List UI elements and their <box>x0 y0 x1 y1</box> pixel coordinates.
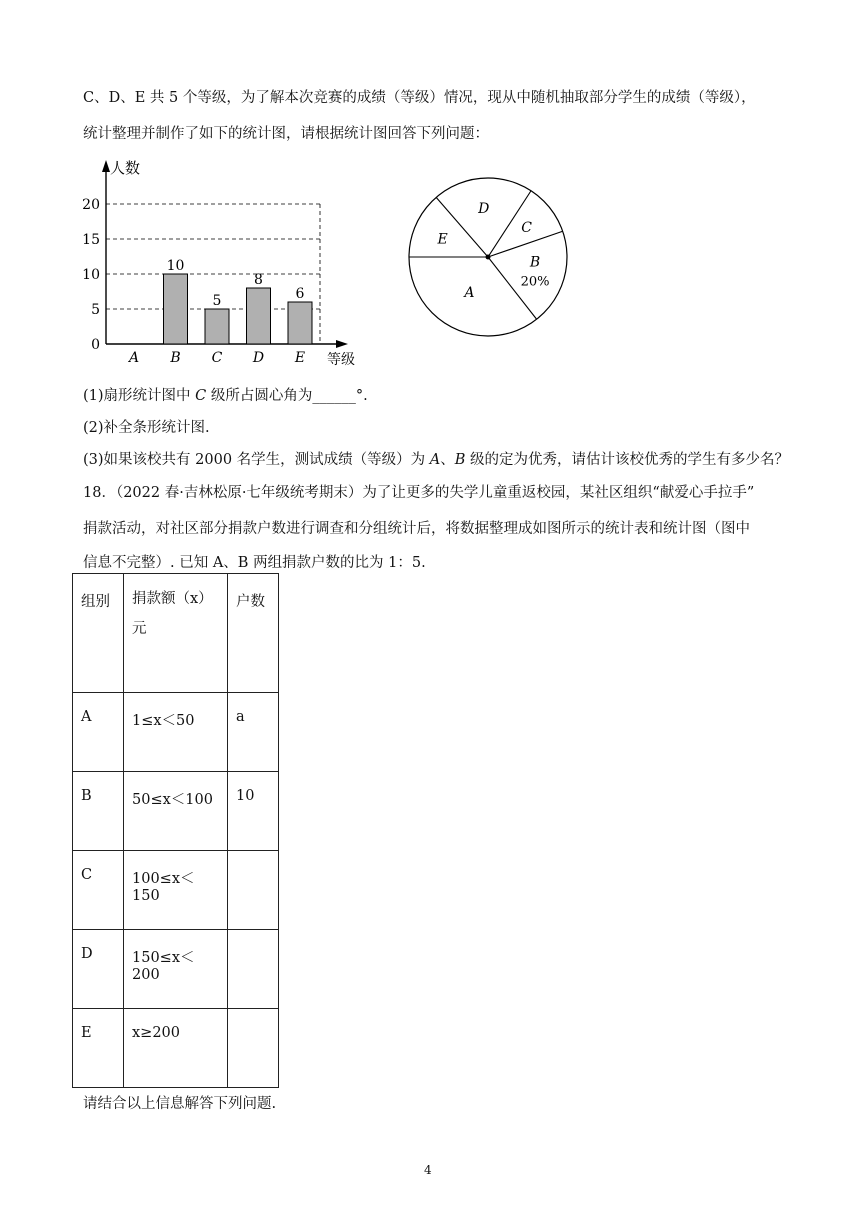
x-axis-arrow <box>336 340 348 348</box>
problem-18-line-1 <box>83 483 754 503</box>
intro-text-2: 统计整理并制作了如下的统计图，请根据统计图回答下列问题： <box>83 126 489 142</box>
x-tick-label: A <box>128 350 140 366</box>
bar <box>247 288 271 344</box>
table-header-row <box>73 574 279 693</box>
intro-text-1: C、D、E 共 5 个等级，为了解本次竞赛的成绩（等级）情况，现从中随机抽取部分学生的成绩（等级）， <box>83 90 756 106</box>
q1-grade: C <box>195 388 207 404</box>
y-tick-label: 20 <box>82 197 100 213</box>
bar <box>205 309 229 344</box>
problem-18-line-2 <box>83 519 750 539</box>
bar-chart-bars <box>164 258 313 344</box>
header-amount-text: 捐款额（x）元 <box>132 591 213 637</box>
bar-chart-ylabel: 人数 <box>110 159 141 177</box>
intro-line-1 <box>83 88 756 108</box>
p18-text-1: 18．（2022 春·吉林松原·七年级统考期末）为了让更多的失学儿童重返校园，某社区组织“献爱心手拉手” <box>83 485 755 501</box>
pie-slice-percent: 20% <box>520 274 550 290</box>
donation-table <box>72 573 279 1088</box>
cell-amount: 1≤x＜50 <box>124 693 228 772</box>
y-tick-label: 15 <box>82 232 100 248</box>
cell-group: C <box>73 851 124 930</box>
y-axis-arrow <box>102 160 110 172</box>
cell-amount: 50≤x＜100 <box>124 772 228 851</box>
cell-group: B <box>73 772 124 851</box>
x-tick-label: B <box>170 350 181 366</box>
header-amount <box>124 574 228 693</box>
table-row <box>73 851 279 930</box>
header-households: 户数 <box>228 574 279 693</box>
cell-households <box>228 851 279 930</box>
header-group: 组别 <box>73 574 124 693</box>
pie-slice-label: B <box>529 254 541 271</box>
bar-value-label: 5 <box>212 293 222 309</box>
q2-text: (2)补全条形统计图. <box>83 420 210 436</box>
cell-amount: 150≤x＜200 <box>124 930 228 1009</box>
intro-line-2 <box>83 124 489 144</box>
bar-value-label: 10 <box>166 258 185 274</box>
problem-18-line-3 <box>83 553 426 573</box>
pie-chart <box>398 166 588 351</box>
q3-sep: 、 <box>440 452 455 468</box>
bar-value-label: 6 <box>295 286 305 302</box>
pie-slice-label: D <box>478 201 490 218</box>
y-tick-label: 5 <box>91 302 100 318</box>
question-2 <box>83 418 210 438</box>
cell-households: a <box>228 693 279 772</box>
pie-slice-label: A <box>464 284 475 301</box>
y-tick-label: 10 <box>82 267 100 283</box>
bar-value-label: 8 <box>254 272 263 288</box>
table-row <box>73 1009 279 1088</box>
q3-prefix: (3)如果该校共有 2000 名学生，测试成绩（等级）为 <box>83 452 430 468</box>
x-tick-label: D <box>252 350 265 366</box>
cell-households <box>228 1009 279 1088</box>
table-row <box>73 693 279 772</box>
x-tick-label: C <box>211 350 223 366</box>
p18-text-2: 捐款活动，对社区部分捐款户数进行调查和分组统计后，将数据整理成如图所示的统计表和统计图（图中 <box>83 521 750 537</box>
pie-slice-label: E <box>437 231 448 248</box>
pie-center <box>486 255 491 260</box>
q3-grade-a: A <box>429 452 441 468</box>
cell-amount: x≥200 <box>124 1009 228 1088</box>
table-row <box>73 772 279 851</box>
question-3 <box>83 450 789 470</box>
x-tick-label: E <box>294 350 306 366</box>
closing-text: 请结合以上信息解答下列问题. <box>83 1096 277 1112</box>
bar <box>288 302 312 344</box>
q1-suffix: 级所占圆心角为______°. <box>206 388 368 404</box>
table-row <box>73 930 279 1009</box>
y-tick-label: 0 <box>91 337 100 353</box>
cell-group: E <box>73 1009 124 1088</box>
bar-chart-xlabel: 等级 <box>327 352 355 368</box>
p18-text-3: 信息不完整）. 已知 A、B 两组捐款户数的比为 1：5. <box>83 555 426 571</box>
cell-households: 10 <box>228 772 279 851</box>
bar-chart <box>82 150 372 370</box>
q3-grade-b: B <box>454 452 466 468</box>
q1-prefix: (1)扇形统计图中 <box>83 388 196 404</box>
cell-households <box>228 930 279 1009</box>
bar <box>164 274 188 344</box>
cell-amount: 100≤x＜150 <box>124 851 228 930</box>
page-number: 4 <box>424 1163 432 1177</box>
question-1 <box>83 386 368 406</box>
cell-group: D <box>73 930 124 1009</box>
cell-group: A <box>73 693 124 772</box>
q3-suffix: 级的定为优秀，请估计该校优秀的学生有多少名？ <box>465 452 790 468</box>
closing-line <box>83 1094 276 1114</box>
pie-slice-label: C <box>521 219 532 236</box>
pie-chart-slices <box>409 178 567 336</box>
